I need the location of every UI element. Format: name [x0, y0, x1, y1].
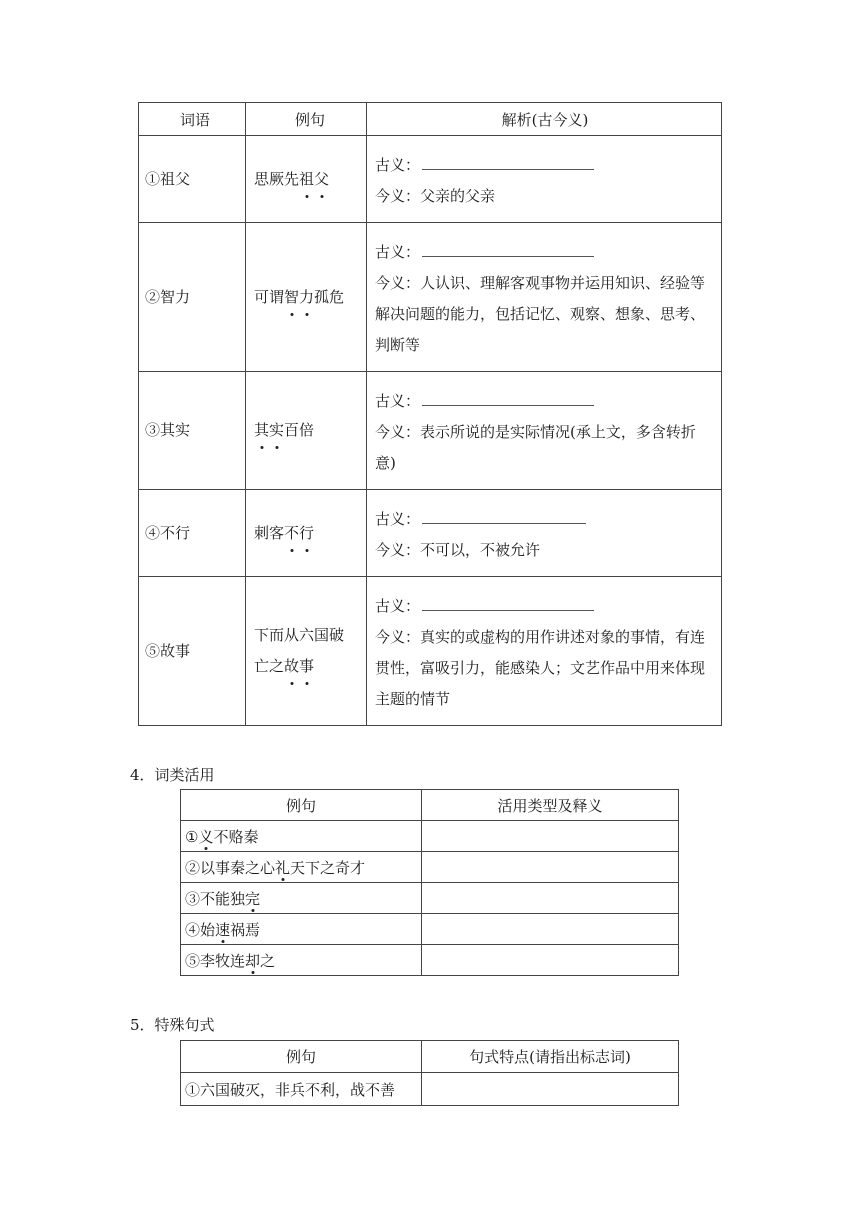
- header-usage-type: 活用类型及释义: [422, 790, 679, 821]
- modern-meaning-line: 解决问题的能力，包括记忆、观察、想象、思考、: [375, 305, 706, 323]
- modern-meaning-line: 今义：人认识、理解客观事物并运用知识、经验等: [375, 274, 706, 292]
- header-pattern-feature: 句式特点(请指出标志词): [422, 1041, 679, 1073]
- emphasized-char: 却: [245, 951, 261, 970]
- table-row: [181, 821, 679, 852]
- text-segment: 可谓: [254, 287, 285, 306]
- text-segment: 思厥先: [254, 169, 300, 188]
- table-header-row: [181, 790, 679, 821]
- modern-meaning-line: 今义：真实的或虚构的用作讲述对象的事情，有连: [375, 628, 706, 646]
- section-title-sentence-patterns: 5．特殊句式: [130, 1016, 215, 1034]
- term-cell: ③其实: [139, 372, 246, 490]
- answer-blank[interactable]: [422, 391, 594, 406]
- emphasized-char: 实: [269, 415, 284, 446]
- example-cell: [181, 914, 422, 945]
- ancient-meaning-label: 古义：: [375, 156, 421, 174]
- example-cell: [246, 490, 367, 577]
- ancient-meaning-label: 古义：: [375, 392, 421, 410]
- modern-meaning-line: 今义：父亲的父亲: [375, 187, 496, 205]
- answer-cell[interactable]: [422, 852, 679, 883]
- example-cell: [246, 577, 367, 726]
- header-term: 词语: [139, 103, 246, 136]
- word-class-table: [180, 789, 679, 976]
- term-cell: ⑤故事: [139, 577, 246, 726]
- table-row: [139, 223, 722, 372]
- text-segment: 百倍: [284, 421, 315, 439]
- ancient-meaning-line: [375, 591, 715, 622]
- emphasized-char: 不: [284, 518, 299, 549]
- example-cell: [181, 883, 422, 914]
- table-row: [139, 577, 722, 726]
- ancient-meaning-line: [375, 504, 715, 535]
- example-cell: [181, 821, 422, 852]
- term-cell: ④不行: [139, 490, 246, 577]
- emphasized-char: 智: [284, 282, 299, 313]
- emphasized-char: 故: [284, 651, 299, 682]
- answer-cell[interactable]: [422, 1073, 679, 1106]
- ancient-meaning-label: 古义：: [375, 597, 421, 615]
- emphasized-char: 其: [254, 415, 269, 446]
- term-cell: ①祖父: [139, 136, 246, 223]
- example-cell: [246, 223, 367, 372]
- analysis-cell: [367, 577, 722, 726]
- table-row: [181, 883, 679, 914]
- text-segment: ④始: [185, 920, 216, 939]
- answer-cell[interactable]: [422, 914, 679, 945]
- vocabulary-table: [138, 102, 722, 726]
- emphasized-char: 祖: [299, 164, 314, 195]
- header-example: 例句: [181, 790, 422, 821]
- term-cell: ②智力: [139, 223, 246, 372]
- table-row: [139, 136, 722, 223]
- answer-cell[interactable]: [422, 883, 679, 914]
- ancient-meaning-label: 古义：: [375, 510, 421, 528]
- text-segment: ③不能独: [185, 889, 246, 908]
- table-row: [139, 372, 722, 490]
- ancient-meaning-line: [375, 237, 715, 268]
- answer-blank[interactable]: [422, 155, 594, 170]
- header-example: 例句: [181, 1041, 422, 1073]
- modern-meaning-line: 今义：表示所说的是实际情况(承上文，多含转折意): [375, 423, 696, 472]
- text-segment: 刺客: [254, 523, 285, 542]
- example-cell: [246, 136, 367, 223]
- modern-meaning-line: 主题的情节: [375, 690, 451, 708]
- text-segment: ①: [185, 827, 199, 846]
- analysis-cell: [367, 490, 722, 577]
- analysis-cell: [367, 223, 722, 372]
- modern-meaning-line: 今义：不可以，不被允许: [375, 541, 541, 559]
- emphasized-char: 义: [198, 827, 214, 846]
- text-segment: ①六国破灭，非兵不利，战不善: [185, 1080, 396, 1099]
- table-row: [181, 1073, 679, 1106]
- answer-blank[interactable]: [422, 242, 594, 257]
- example-cell: [181, 852, 422, 883]
- sentence-pattern-table: [180, 1040, 679, 1106]
- answer-blank[interactable]: [422, 509, 586, 524]
- table-row: [139, 490, 722, 577]
- modern-meaning-line: 贯性，富吸引力，能感染人；文艺作品中用来体现: [375, 659, 706, 677]
- analysis-cell: [367, 136, 722, 223]
- emphasized-char: 行: [299, 518, 314, 549]
- example-cell: [246, 372, 367, 490]
- text-segment: 天下之奇才: [290, 858, 366, 877]
- analysis-cell: [367, 372, 722, 490]
- answer-cell[interactable]: [422, 821, 679, 852]
- emphasized-char: 完: [245, 889, 261, 908]
- table-row: [181, 945, 679, 976]
- modern-meaning-line: 判断等: [375, 336, 421, 354]
- text-segment: 之: [260, 951, 276, 970]
- ancient-meaning-line: [375, 150, 715, 181]
- header-analysis: 解析(古今义): [367, 103, 722, 136]
- emphasized-char: 礼: [275, 858, 291, 877]
- emphasized-char: 力: [299, 282, 314, 313]
- text-segment: ②以事秦之心: [185, 858, 276, 877]
- example-cell: [181, 1073, 422, 1106]
- answer-cell[interactable]: [422, 945, 679, 976]
- text-segment: 孤危: [314, 287, 345, 306]
- emphasized-char: 父: [314, 164, 329, 195]
- table-row: [181, 852, 679, 883]
- table-header-row: [139, 103, 722, 136]
- emphasized-char: 速: [215, 920, 231, 939]
- text-segment: 亡之: [254, 657, 285, 675]
- text-segment: 祸焉: [230, 920, 261, 939]
- table-header-row: [181, 1041, 679, 1073]
- text-segment: 下而从六国破: [254, 626, 345, 644]
- text-segment: ⑤李牧连: [185, 951, 246, 970]
- ancient-meaning-label: 古义：: [375, 243, 421, 261]
- table-row: [181, 914, 679, 945]
- example-cell: [181, 945, 422, 976]
- text-segment: 不赂秦: [213, 827, 259, 846]
- ancient-meaning-line: [375, 386, 715, 417]
- answer-blank[interactable]: [422, 596, 594, 611]
- emphasized-char: 事: [299, 651, 314, 682]
- section-title-word-class: 4．词类活用: [130, 766, 215, 784]
- header-example: 例句: [246, 103, 367, 136]
